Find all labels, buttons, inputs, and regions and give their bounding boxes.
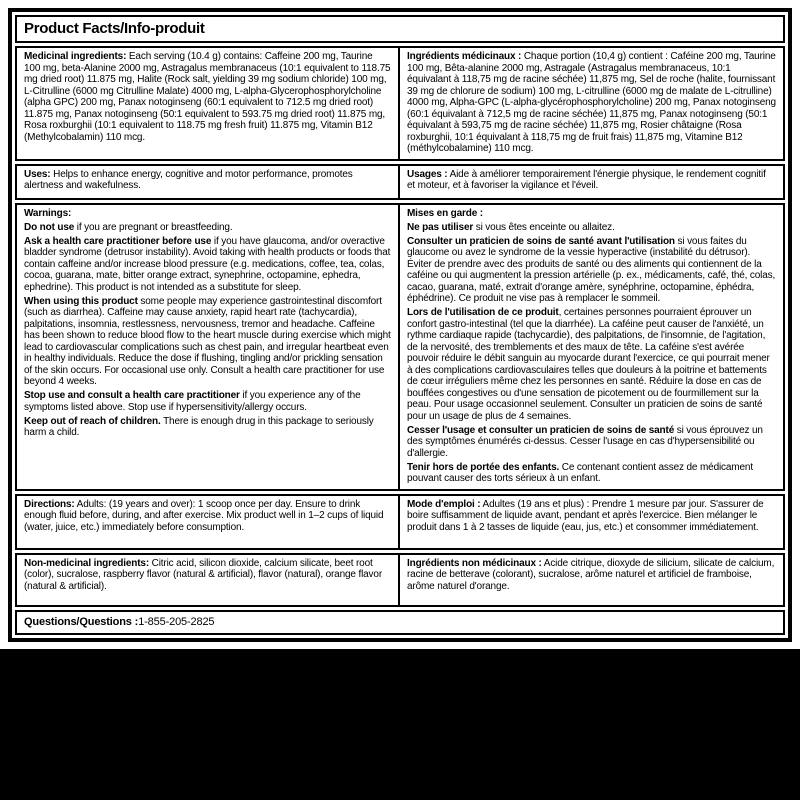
non-medicinal-lead-en: Non-medicinal ingredients: <box>24 557 150 569</box>
directions-lead-fr: Mode d'emploi : <box>407 498 481 510</box>
uses-text-fr <box>407 169 776 192</box>
section-warnings <box>15 203 785 491</box>
uses-fr <box>400 166 783 198</box>
uses-en <box>17 166 400 198</box>
non-medicinal-body-en: Citric acid, silicon dioxide, calcium silicate, beet root (color), sucralose, raspberry flavor (natural & artificial), flavor (natural), orange flavor (natural & artificial). <box>24 557 383 592</box>
uses-body-en: Helps to enhance energy, cognitive and motor performance, promotes alertness and wakefulness. <box>24 168 353 191</box>
section-uses <box>15 164 785 200</box>
warnings-fr <box>400 205 783 489</box>
uses-text-en <box>24 169 391 192</box>
non-medicinal-text-en <box>24 558 391 593</box>
non-medicinal-en <box>17 555 400 605</box>
warnings-en <box>17 205 400 489</box>
section-medicinal-ingredients <box>15 46 785 161</box>
directions-fr <box>400 496 783 548</box>
medicinal-lead-fr: Ingrédients médicinaux : <box>407 51 522 62</box>
section-non-medicinal-ingredients <box>15 553 785 607</box>
medicinal-body-fr: Chaque portion (10,4 g) contient : Caféine 200 mg, Taurine 100 mg, Bêta-alanine 2000 mg, Astragale (Astragalus membranaceus, 10:1 équivalant à 118,75 mg de racine séchée) 11,875 mg, Sel de roche (halite, fournissant 39 mg de chlorure de sodium) 100 mg, L-citrulline (6000 mg de malate de L-citrulline) 4000 mg, Alpha-GPC (L-alpha-glycérophosphorylcholine) 200 mg, Panax notoginseng (60:1 équivalant à 712,5 mg de racine séchée) 11,875 mg, Panax notoginseng (50:1 équivalant à 593,75 mg de racine séchée) 11,875 mg, Rosier châtaigne (Rosa roxburghii, 10:1 équivalant à 118,75 mg de fruit frais) 11,875 mg, Vitamine B12 (méthylcobalamine) 110 mcg. <box>407 51 776 154</box>
directions-body-en: Adults: (19 years and over): 1 scoop once per day. Ensure to drink enough fluid before, during, and after exercise. Mix product well in 1–2 cups of liquid (water, juice, etc.) immediately before consumption. <box>24 498 384 533</box>
directions-text-fr <box>407 499 776 534</box>
non-medicinal-body-fr: Acide citrique, dioxyde de silicium, silicate de calcium, racine de betterave (colorant), sucralose, arôme naturel et artificiel de framboise, arôme naturel d'orange. <box>407 557 775 592</box>
section-directions <box>15 494 785 550</box>
warnings-heading-en: Warnings: <box>24 207 72 219</box>
medicinal-body-en: Each serving (10.4 g) contains: Caffeine 200 mg, Taurine 100 mg, beta-Alanine 2000 mg, Astragalus membranaceus (10:1 equivalent to 118.75 mg dried root) 11.875 mg, Halite (Rock salt, yielding 39 mg sodium chloride) 100 mg, L-Citrulline (6000 mg Citrulline Malate) 4000 mg, L-alpha-Glycerophosphorylcholine (alpha GPC) 200 mg, Panax notoginseng (60:1 equivalent to 712.5 mg dried root) 11.875 mg, Panax notoginseng (50:1 equivalent to 593.75 mg dried root) 11.875 mg, Rosa roxburghii (10:1 equivalent to 118.75 mg fresh fruit) 11.875 mg, Vitamin B12 (Methylcobalamin) 110 mcg. <box>24 51 391 143</box>
warnings-paragraph: When using this product some people may experience gastrointestinal discomfort (such as diarrhea). Caffeine may cause anxiety, rapid heart rate (tachycardia), palpitations, insomnia, restlessness, nervousness, tremor and headache. Caffeine has been shown to reduce blood flow to the heart muscle during exercise which might lead to cardiovascular complications such as chest pain, and irregular heartbeat even in healthy individuals. Reduce the dose if flushing, tingling and/or prickling sensation of the skin occurs. For occasional use only. Consult a health care practitioner for use beyond 4 weeks. <box>24 295 391 387</box>
medicinal-ingredients-fr <box>400 48 783 159</box>
warnings-paragraph: Ask a health care practitioner before use if you have glaucoma, and/or overactive bladder syndrome (detrusor instability). Avoid taking with health products or foods that contain caffeine and/or increase blood pressure (e.g. medications, coffee, tea, colas, cocoa, guarana, mate, bitter orange extract, synephrine, octopamine, ephedra, ephedrine). This product is not intended as a substitute for sleep. <box>24 235 391 293</box>
product-facts-label <box>8 8 792 642</box>
medicinal-lead-en: Medicinal ingredients: <box>24 51 127 62</box>
non-medicinal-lead-fr: Ingrédients non médicinaux : <box>407 557 542 569</box>
medicinal-text-en <box>24 51 391 143</box>
questions-label: Questions/Questions : <box>24 615 139 628</box>
section-questions <box>15 610 785 635</box>
warnings-paragraph: Consulter un praticien de soins de santé avant l'utilisation si vous faites du glaucome ou avez le syndrome de la vessie hyperactive (instabilité du détrusor). Éviter de prendre avec des produits de santé ou des aliments qui contiennent de la caféine ou qui augmentent la pression artérielle (p. ex., médicaments, café, thé, colas, cacao, guarana, maté, extrait d'orange amère, synéphrine, octopamine, éphédra, éphédrine). Ce produit ne vise pas à remplacer le sommeil. <box>407 235 776 304</box>
non-medicinal-text-fr <box>407 558 776 593</box>
directions-lead-en: Directions: <box>24 498 75 510</box>
warnings-paragraph: Cesser l'usage et consulter un praticien de soins de santé si vous éprouvez un des symptômes énumérés ci-dessus. Cesser l'usage en cas d'hypersensibilité ou d'allergie. <box>407 424 763 459</box>
uses-lead-fr: Usages : <box>407 168 448 180</box>
warnings-paragraph: Ne pas utiliser si vous êtes enceinte ou allaitez. <box>407 221 615 233</box>
non-medicinal-fr <box>400 555 783 605</box>
warnings-paragraph: Stop use and consult a health care practitioner if you experience any of the symptoms listed above. Stop use if hypersensitivity/allergy occurs. <box>24 390 361 413</box>
medicinal-ingredients-en <box>17 48 400 159</box>
page-title: Product Facts/Info-produit <box>15 15 785 43</box>
directions-text-en <box>24 499 391 534</box>
warnings-paragraph: Lors de l'utilisation de ce produit, certaines personnes pourraient éprouver un confort gastro-intestinal (tel que la diarrhée). La caféine peut causer de l'anxiété, un rythme cardiaque rapide (tachycardie), des palpitations, de l'insomnie, de l'agitation, de la nervosité, des tremblements et des maux de tête. La caféine s'est avérée pouvoir réduire le débit sanguin au myocarde durant l'exercice, ce qui pourrait mener à des complications cardiovasculaires telles que douleurs à la poitrine et battements de cœur irréguliers même chez les personnes en santé. Réduire la dose en cas de bouffées congestives ou d'une sensation de picotement ou de fourmillement sur la peau. Pour usage occasionnel seulement. Consulter un praticien de soins de santé pour un usage de plus de 4 semaines. <box>407 307 770 422</box>
uses-lead-en: Uses: <box>24 168 51 180</box>
warnings-paragraph: Keep out of reach of children. There is enough drug in this package to seriously harm a child. <box>24 415 374 438</box>
warnings-paragraph: Tenir hors de portée des enfants. Ce contenant contient assez de médicament pouvant causer des torts sérieux à un enfant. <box>407 461 753 484</box>
directions-body-fr: Adultes (19 ans et plus) : Prendre 1 mesure par jour. S'assurer de boire suffisamment de liquide avant, pendant et après l'exercice. Bien mélanger le produit dans 1 à 2 tasses de liquide (eau, jus, etc.) et consommer immédiatement. <box>407 498 764 533</box>
questions-phone-number: 1-855-205-2825 <box>138 615 215 628</box>
directions-en <box>17 496 400 548</box>
warnings-paragraph: Do not use if you are pregnant or breastfeeding. <box>24 221 233 233</box>
uses-body-fr: Aide à améliorer temporairement l'énergie physique, le rendement cognitif et moteur, et à favoriser la vigilance et l'éveil. <box>407 168 766 191</box>
medicinal-text-fr <box>407 51 776 155</box>
warnings-heading-fr: Mises en garde : <box>407 207 483 219</box>
